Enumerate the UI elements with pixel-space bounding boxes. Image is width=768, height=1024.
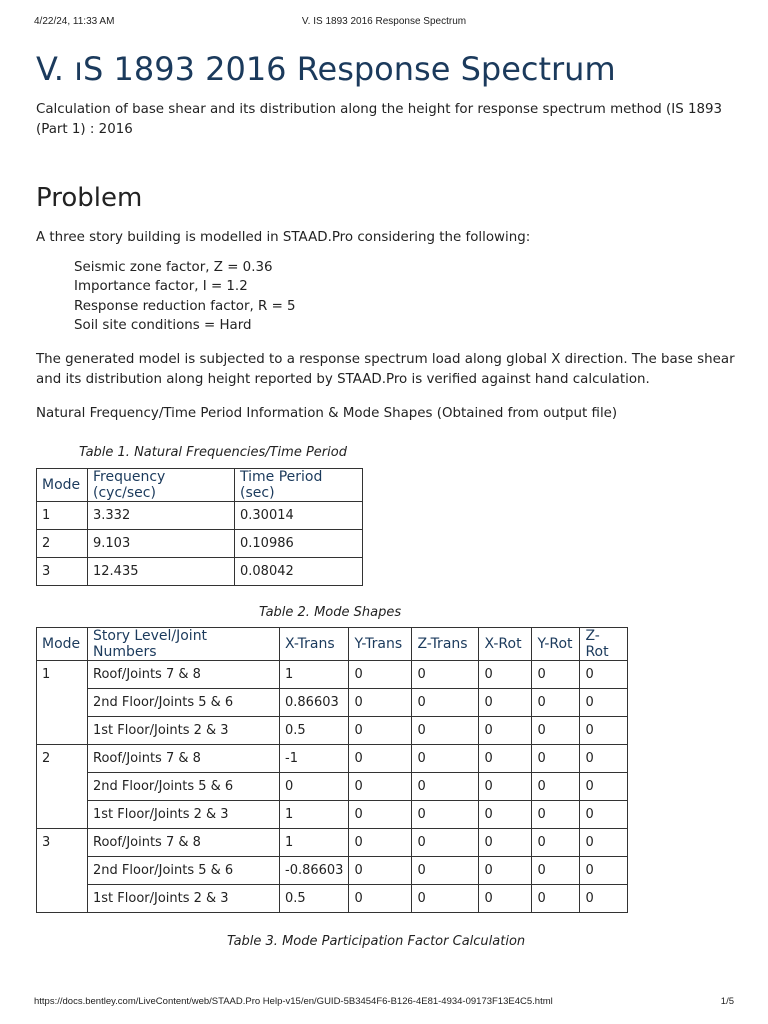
table-cell: 0.5 (280, 884, 349, 912)
table-cell: 0 (479, 716, 532, 744)
table-cell: 0 (580, 772, 628, 800)
table-cell: 0 (580, 884, 628, 912)
table-cell: 0 (412, 660, 479, 688)
table-cell: Roof/Joints 7 & 8 (88, 828, 280, 856)
mode-number-cell: 2 (37, 744, 88, 828)
print-footer (34, 996, 734, 1010)
table2-header-mode: Mode (37, 627, 88, 660)
mode-number-cell: 1 (37, 660, 88, 744)
problem-intro: A three story building is modelled in STAAD.Pro considering the following: (36, 230, 531, 245)
table-cell: 0 (412, 772, 479, 800)
table-cell: 0 (349, 688, 412, 716)
table-row (37, 688, 628, 716)
table-cell: 0 (479, 660, 532, 688)
table-cell: 0 (532, 660, 580, 688)
table-cell: 0 (532, 688, 580, 716)
table-cell: 2nd Floor/Joints 5 & 6 (88, 772, 280, 800)
print-header (34, 16, 734, 30)
table-header-row (37, 468, 363, 501)
table2-header-x-trans: X-Trans (280, 627, 349, 660)
table-cell: 0 (349, 660, 412, 688)
print-url[interactable]: https://docs.bentley.com/LiveContent/web/STAAD.Pro Help-v15/en/GUID-5B3454F6-B126-4E81-4934-09173F13E4C5.html (34, 996, 553, 1007)
table-cell: 0 (580, 744, 628, 772)
table-cell: 0 (532, 856, 580, 884)
problem-description: The generated model is subjected to a response spectrum load along global X direction. The base shear and its distribution along height reported by STAAD.Pro is verified against hand calculation. (36, 351, 735, 387)
table-row (37, 716, 628, 744)
table-row (37, 660, 628, 688)
table-cell: 0 (532, 744, 580, 772)
table-cell: Roof/Joints 7 & 8 (88, 744, 280, 772)
table2-header-y-trans: Y-Trans (349, 627, 412, 660)
table-cell: 1 (280, 660, 349, 688)
natural-frequency-table (36, 468, 363, 586)
page-subtitle: Calculation of base shear and its distribution along the height for response spectrum method (IS 1893 (Part 1) : 2016 (36, 102, 723, 137)
table-cell: 0.86603 (280, 688, 349, 716)
table-cell: 0 (479, 744, 532, 772)
table-cell: 0 (349, 884, 412, 912)
page-title: V. ıS 1893 2016 Response Spectrum (36, 50, 616, 88)
print-timestamp: 4/22/24, 11:33 AM (34, 16, 115, 27)
table1-caption: Table 1. Natural Frequencies/Time Period (79, 444, 347, 460)
table3-caption: Table 3. Mode Participation Factor Calculation (227, 933, 526, 949)
print-page-title: V. IS 1893 2016 Response Spectrum (301, 16, 467, 27)
table-cell: 9.103 (88, 529, 235, 557)
document-content (36, 50, 736, 951)
table-cell: 0 (479, 856, 532, 884)
table-row (37, 529, 363, 557)
table-cell: 0 (479, 772, 532, 800)
table-cell: 0 (349, 772, 412, 800)
parameter-list (74, 258, 736, 336)
print-page-number: 1/5 (720, 996, 734, 1007)
table-cell: 1 (280, 800, 349, 828)
table-cell: 0 (479, 828, 532, 856)
table-cell: 0.10986 (235, 529, 363, 557)
table-cell: 2 (37, 529, 88, 557)
table-cell: 2nd Floor/Joints 5 & 6 (88, 688, 280, 716)
table-row (37, 744, 628, 772)
section-heading-problem: Problem (36, 183, 143, 213)
table1-header-mode: Mode (37, 468, 88, 501)
table-cell: 0 (280, 772, 349, 800)
param-response-reduction: Response reduction factor, R = 5 (74, 298, 296, 314)
table-cell: 0 (412, 856, 479, 884)
table-cell: 0 (580, 660, 628, 688)
table-cell: -1 (280, 744, 349, 772)
table2-header-x-rot: X-Rot (479, 627, 532, 660)
table-cell: 0 (349, 828, 412, 856)
table-cell: 1 (280, 828, 349, 856)
table-row (37, 501, 363, 529)
table-cell: 0 (479, 688, 532, 716)
table-cell: 0 (412, 744, 479, 772)
table-cell: 0 (532, 716, 580, 744)
table-cell: 1 (37, 501, 88, 529)
table-row (37, 856, 628, 884)
table-cell: 0 (349, 716, 412, 744)
table-cell: 0 (479, 800, 532, 828)
natural-frequency-info: Natural Frequency/Time Period Information & Mode Shapes (Obtained from output file) (36, 405, 618, 421)
table-cell: 1st Floor/Joints 2 & 3 (88, 716, 280, 744)
table-row (37, 557, 363, 585)
mode-shapes-table (36, 627, 628, 913)
table-cell: 0 (532, 884, 580, 912)
table-cell: 0.5 (280, 716, 349, 744)
table-row (37, 800, 628, 828)
table-cell: 0 (532, 828, 580, 856)
table-cell: 0 (412, 800, 479, 828)
table2-header-y-rot: Y-Rot (532, 627, 580, 660)
table-cell: 0 (580, 828, 628, 856)
table-cell: 0 (349, 744, 412, 772)
table-row (37, 884, 628, 912)
table-cell: 0 (532, 772, 580, 800)
table-cell: 0 (580, 688, 628, 716)
table-cell: -0.86603 (280, 856, 349, 884)
table1-header-time-period: Time Period (sec) (235, 468, 363, 501)
table-header-row (37, 627, 628, 660)
table-row (37, 828, 628, 856)
table2-caption: Table 2. Mode Shapes (259, 604, 402, 620)
table2-header-story-level: Story Level/Joint Numbers (88, 627, 280, 660)
mode-number-cell: 3 (37, 828, 88, 912)
table-cell: 0 (349, 856, 412, 884)
table-cell: 3 (37, 557, 88, 585)
mode-shapes-body (37, 660, 628, 912)
table-cell: 0.08042 (235, 557, 363, 585)
table-cell: 0 (580, 800, 628, 828)
table-cell: 1st Floor/Joints 2 & 3 (88, 800, 280, 828)
table-cell: 0 (412, 828, 479, 856)
table-cell: 0 (349, 800, 412, 828)
table-cell: 0 (412, 716, 479, 744)
table-cell: 0 (532, 800, 580, 828)
table-cell: Roof/Joints 7 & 8 (88, 660, 280, 688)
table2-header-z-trans: Z-Trans (412, 627, 479, 660)
param-zone-factor: Seismic zone factor, Z = 0.36 (74, 260, 273, 275)
table-cell: 2nd Floor/Joints 5 & 6 (88, 856, 280, 884)
table-cell: 12.435 (88, 557, 235, 585)
table-cell: 1st Floor/Joints 2 & 3 (88, 884, 280, 912)
table-cell: 0 (580, 716, 628, 744)
table-cell: 0 (479, 884, 532, 912)
param-importance-factor: Importance factor, I = 1.2 (74, 279, 248, 295)
table-cell: 0 (580, 856, 628, 884)
table2-header-z-rot: Z-Rot (580, 627, 628, 660)
table-row (37, 772, 628, 800)
table-cell: 0.30014 (235, 501, 363, 529)
table-cell: 0 (412, 884, 479, 912)
table-cell: 3.332 (88, 501, 235, 529)
param-soil-conditions: Soil site conditions = Hard (74, 318, 252, 334)
table1-header-frequency: Frequency (cyc/sec) (88, 468, 235, 501)
table-cell: 0 (412, 688, 479, 716)
